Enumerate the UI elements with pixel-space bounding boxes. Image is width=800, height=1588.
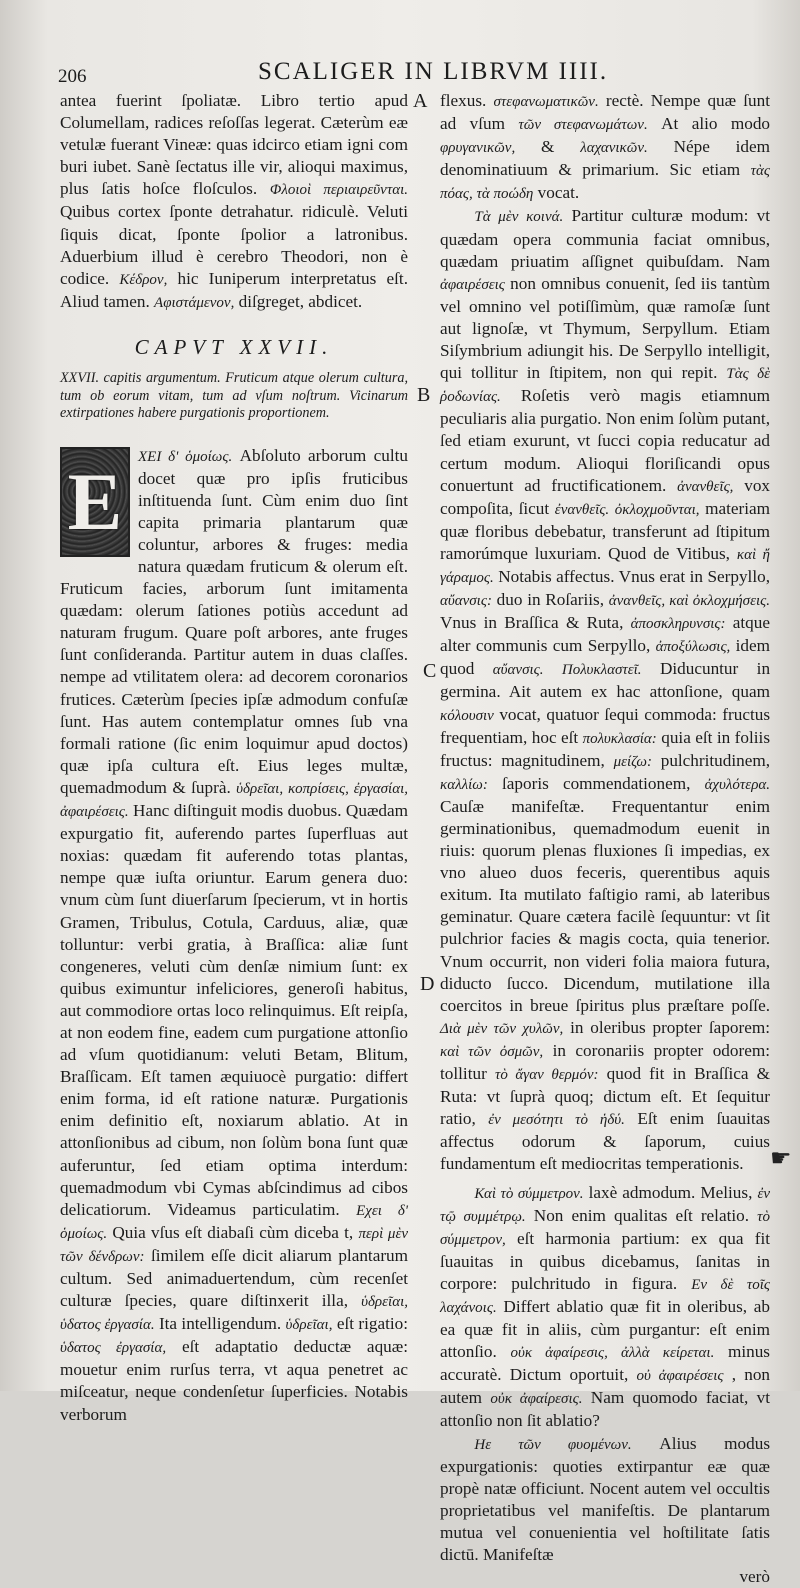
page-header [0,58,800,88]
ornamental-initial: E [60,447,130,557]
right-column [440,90,770,1588]
running-head: SCALIGER IN LIBRVM IIII. [258,58,609,85]
greek-lemma: ὑδατος ἐργασία, [60,1340,167,1357]
commentary-paragraph-4: Ηε τῶν φυομένων. Alius modus expurgationis: quoties extirpantur eæ quæ propè natæ officiunt. Nocent autem vel occultis proprietatibus vel manifeſtis. De plantarum mutua vel conuenientia vel hoſtilitate ſatis dictū. Manifeſtæ [440,1433,771,1564]
margin-letter-b: B [417,384,431,406]
greek-lemma: Εχει δ' ὁμοίως. [60,1202,409,1242]
page-number: 206 [58,66,87,87]
greek-lemma: Φλοιοὶ περιαιρεῦνται. [269,182,408,199]
greek-lemma: ΧΕΙ δ' ὁμοίως. [138,448,233,465]
greek-lemma: ὑδρεῖαι, [285,1317,333,1334]
intro-paragraph: antea fuerint ſpoliatæ. Libro tertio apud Columellam, radices reſoſſas legerat. Cæterùm eæ vetulæ fuerant Vineæ: quas idcirco etiam igni com buri iubet. Sanè ſectatus ille vir, alioqui maximus, plus ſatis hoſce floſculos. Φλοιοὶ περιαιρεῦνται. Quibus cortex ſponte detrahatur. ridiculè. Veluti ſiquis dicat, ſponte ſpolior a latronibus. Aduerbium illud è cerebro Theodori, non è codice. Κέδρον, hic Iuniperum interpretatus eſt. Aliud tamen. Αφιστάμενον, diſgreget, abdicet. [60,91,408,311]
greek-lemma: Κέδρον, [119,271,168,288]
commentary-paragraph-1: flexus. στεφανωματικῶν. rectè. Nempe quæ ſunt ad vſum τῶν στεφανωμάτων. At alio modo φρυγανικῶν, & λαχανικῶν. Népe idem denominatiuum & primarium. Sic etiam τὰς πόας, τὰ ποώδη vocat. [440,91,771,203]
pointing-hand-icon: ☛ [770,1146,792,1172]
commentary-paragraph-3: Καὶ τὸ σύμμετρον. laxè admodum. Melius, ἐν τῷ συμμέτρῳ. Non enim qualitas eſt relatio. τὸ σύμμετρον, eſt harmonia partium: ex qua fit ſuauitas in quibus dicebamus, ſanitas in corpore: pulchritudo in figura. Εν δὲ τοῖς λαχάνοις. Differt ablatio quæ fit in oleribus, ab ea quæ fit in aliis, cùm purgantur: eſt enim attonſio. οὐκ ἀφαίρεσις, ἀλλὰ κείρεται. minus accuratè. Dictum oportuit, οὐ ἀφαιρέσεις , non autem οὐκ ἀφαίρεσις. Nam quomodo faciat, vt attonſio non ſit ablatio? [440,1182,771,1431]
chapter-body [60,445,408,1426]
chapter-title: CAPVT XXVII. [134,334,334,359]
greek-lemma: ὑδρεῖαι, ὑδατος ἐργασία. [60,1294,408,1334]
body-paragraph: ΧΕΙ δ' ὁμοίως. Abſoluto arborum cultu docet quæ pro ipſis fruticibus inſtituenda ſunt. Cùm enim duo ſint capita primaria plantarum quæ coluntur, arbores & fruges: media natura quædam fruticum & olerum eſt. Fruticum facies, arborum ſunt imitamenta quædam: olerum ſationes potiùs accedunt ad naturam frugum. Quare poſt arbores, ante fruges ſunt conſideranda. Partitur autem in duas claſſes. nempe ad vtilitatem olera: ad decorem coronarios frutices. Cæterùm ſpecies ipſæ admodum confuſæ ſunt. Has autem contemplatur omnes ſub vna formali ratione (ſic enim loquimur apud doctos) quæ ipſa cultura eſt. Eius leges multæ, quemadmodum & ſuprà. ὑδρεῖαι, κοπρίσεις, ἐργασίαι, ἀφαιρέσεις. Hanc diſtinguit modis duobus. Quædam expurgatio fit, auferendo partes ſuperfluas aut noxias: quædam fit auferendo totas plantas, nempe quæ iuſta oriuntur. Earum genera duo: vnum cùm ſunt diuerſarum ſpecierum, vt in hortis Gramen, Tribulus, Cotula, Carduus, aliæ, quæ tolluntur: verbi gratia, à Braſſica: aliæ ſunt congeneres, veluti cùm denſæ nimium ſunt: ex quibus eximuntur infeliciores, generoſi habitus, aut commodiore ortas loco relinquimus. Eſt reipſa, at non eodem fine, eadem cum purgatione attonſio ad vſum quotidianum: veluti Betam, Blitum, Braſſicam. Eſt tamen æquiuocè purgatio: differt enim forma, id eſt ratione naturæ. Purgationis enim definitio eſt, noxiarum ablatio. At in attonſionibus ad cibum, non ſolùm bona ſunt quæ auferuntur, ſed etiam optima interdum: quemadmodum vbi Cymas abſcindimus ad cibos delicatiorum. Videamus particulatim. Εχει δ' ὁμοίως. Quia vſus eſt diabaſi cùm diceba t, περὶ μὲν τῶν δένδρων: ſimilem eſſe dicit aliarum plantarum cultum. Sed animaduertendum, cùm recenſet culturæ ſpecies, quare diſtinxerit illa, ὑδρεῖαι, ὑδατος ἐργασία. Ita intelligendum. ὑδρεῖαι, eſt rigatio: ὑδατος ἐργασία, eſt adaptatio deductæ aquæ: mouetur enim rurſus terra, vt aqua penetret ac miſceatur, neque condenſetur ſuperficies. Notabis verborum [60,445,409,1424]
greek-lemma: ὑδρεῖαι, κοπρίσεις, ἐργασίαι, ἀφαιρέσεις. [60,780,408,821]
chapter-argument: XXVII. capitis argumentum. Fruticum atque olerum cultura, tum ob eorum vitam, tum ad vſum noſtrum. Vicinarum extirpationes habere purgationis proportionem. [60,370,408,422]
left-column [60,90,408,1426]
margin-letter-c: C [423,660,437,682]
margin-letter-d: D [420,973,435,995]
margin-letter-a: A [413,90,428,112]
commentary-paragraph-2: Τὰ μὲν κοινά. Partitur culturæ modum: vt quædam opera communia faciat omnibus, quædam priuatim aſſignet quibuſdam. Nam ἀφαιρέσεις non omnibus conuenit, ſed iis tantùm vel omnino vel potiſſimùm, quæ ramoſæ ſunt aut lignoſæ, vt Thymum, Serpyllum. Etiam Siſymbrium adiungit his. De Serpyllo intelligit, qui tollitur in ſtipitem, non qui repit. Τὰς δὲ ῥοδωνίας. Roſetis verò magis etiamnum peculiaris alia purgatio. Non enim ſolùm putant, ſed etiam exurunt, vt ſucci copia reducatur ad certum modum. Alioqui floriſicandi opus conuertunt ad fructificationem. ἀνανθεῖς, vox compoſita, ſicut ἐνανθεῖς. ὀκλοχμοῦνται, materiam quæ floribus debebatur, transferunt ad ſtipitum ramorúmque luxuriam. Quod de Vitibus, καὶ ἤ γάραμος. Notabis affectus. Vnus erat in Serpyllo, αὔανσις: duo in Roſariis, ἀνανθεῖς, καὶ ὀκλοχμήσεις. Vnus in Braſſica & Ruta, ἀποσκληρυνσις: atque alter communis cum Serpyllo, ἀποξύλωσις, idem quod αὔανσις. Πολυκλαστεῖ. Diducuntur in germina. Ait autem ex hac attonſione, quam κόλουσιν vocat, quatuor ſequi commoda: fructus frequentiam, hoc eſt πολυκλασία: quia eſt in foliis fructus: magnitudinem, μείζω: pulchritudinem, καλλίω: ſaporis commendationem, ἀχυλότερα. Cauſæ manifeſtæ. Frequentantur enim germinationibus, quemadmodum euenit in riuis: quorum plenas fluxiones ſi impedias, ex vno alueo duos feceris, querentibus aquis exitum. Ita mutilato faſtigio rami, ab lateribus geminatur. Quare cætera facilè ſequuntur: vt ſit pulchrior facies & magis cocta, quia tenerior. Vnum occurrit, non videri folia maiora futura, diducto ſucco. Dicendum, mutilatione illa coercitos in breue ſpiritus plus præſtare poſſe. Διὰ μὲν τῶν χυλῶν, in oleribus propter ſaporem: καὶ τῶν ὀσμῶν, in coronariis propter odorem: tollitur τὸ ἄγαν θερμόν: quod fit in Braſſica & Ruta: vt ſuprà quoq; dictum eſt. Et ſequitur ratio, ἐν μεσότητι τὸ ἡδύ. Eſt enim ſuauitas affectus odorum & ſaporum, cuius fundamentum eſt mediocritas temperationis. [440,206,771,1174]
greek-lemma: περὶ μὲν τῶν δένδρων: [60,1225,409,1265]
greek-lemma: Αφιστάμενον, [154,294,235,311]
catchword: verò [739,1567,770,1587]
